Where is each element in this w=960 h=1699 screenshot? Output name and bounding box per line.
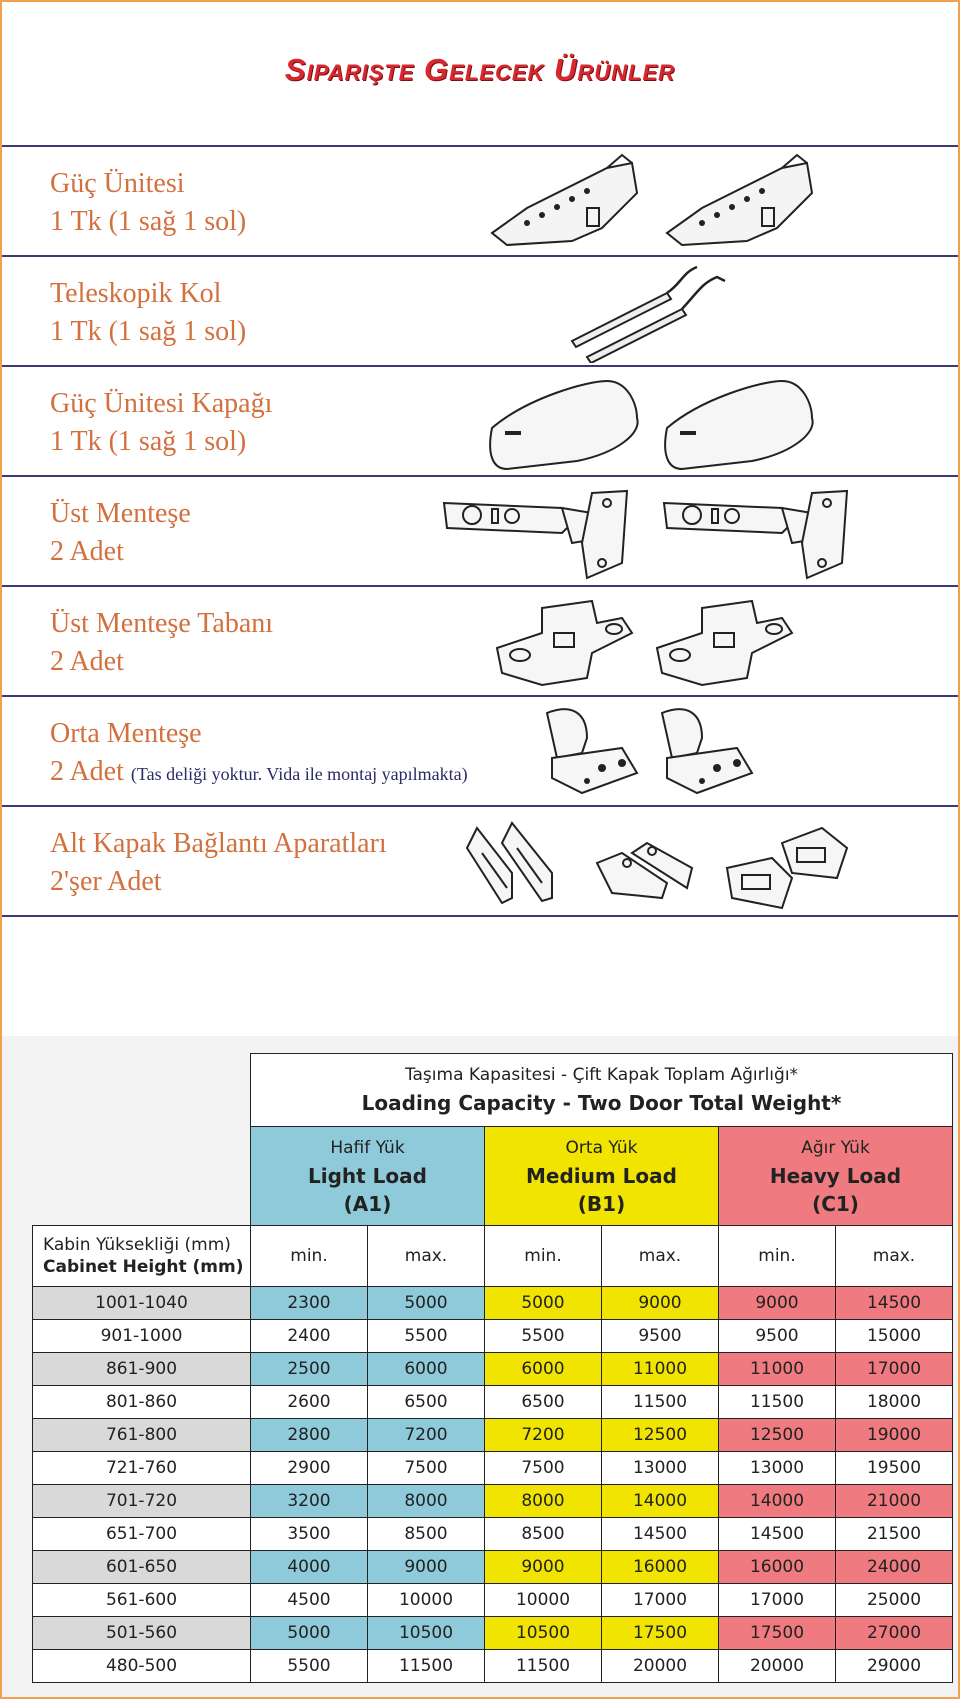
table-title-tr: Taşıma Kapasitesi - Çift Kapak Toplam Ağırlığı* xyxy=(404,1065,799,1085)
item-name: Güç Ünitesi xyxy=(50,168,185,199)
list-item xyxy=(2,695,958,805)
cabinet-height-cell: 801-860 xyxy=(33,1386,251,1419)
capacity-value-cell: 3200 xyxy=(251,1485,368,1518)
cabinet-height-cell: 1001-1040 xyxy=(33,1287,251,1320)
capacity-value-cell: 8500 xyxy=(485,1518,602,1551)
item-qty: 2'şer Adet xyxy=(50,866,162,897)
item-name: Güç Ünitesi Kapağı xyxy=(50,388,273,419)
capacity-value-cell: 16000 xyxy=(602,1551,719,1584)
list-item xyxy=(2,365,958,475)
capacity-value-cell: 12500 xyxy=(719,1419,836,1452)
item-qty: 1 Tk (1 sağ 1 sol) xyxy=(50,316,247,347)
capacity-value-cell: 8500 xyxy=(368,1518,485,1551)
capacity-value-cell: 11000 xyxy=(719,1353,836,1386)
table-corner-empty xyxy=(33,1054,251,1127)
capacity-value-cell: 25000 xyxy=(836,1584,953,1617)
item-qty: 1 Tk (1 sağ 1 sol) xyxy=(50,206,247,237)
capacity-value-cell: 14500 xyxy=(602,1518,719,1551)
category-en-label: Light Load xyxy=(308,1164,427,1188)
category-tr-label: Ağır Yük xyxy=(801,1138,870,1158)
table-row xyxy=(33,1452,953,1485)
cabinet-height-cell: 901-1000 xyxy=(33,1320,251,1353)
capacity-value-cell: 14000 xyxy=(602,1485,719,1518)
top-hinge-icon xyxy=(442,483,872,579)
capacity-value-cell: 15000 xyxy=(836,1320,953,1353)
product-list xyxy=(2,145,958,917)
loading-capacity-table xyxy=(32,1053,953,1683)
capacity-value-cell: 6500 xyxy=(485,1386,602,1419)
column-header-min: min. xyxy=(719,1226,836,1287)
capacity-value-cell: 2500 xyxy=(251,1353,368,1386)
column-header-min: min. xyxy=(251,1226,368,1287)
table-row xyxy=(33,1584,953,1617)
capacity-value-cell: 7500 xyxy=(485,1452,602,1485)
power-unit-icon xyxy=(487,153,827,249)
table-row xyxy=(33,1353,953,1386)
row-header-label xyxy=(33,1226,251,1287)
category-code: (B1) xyxy=(577,1192,626,1216)
cabinet-height-cell: 721-760 xyxy=(33,1452,251,1485)
capacity-value-cell: 2800 xyxy=(251,1419,368,1452)
middle-hinge-icon xyxy=(542,703,782,799)
capacity-value-cell: 29000 xyxy=(836,1650,953,1683)
capacity-value-cell: 8000 xyxy=(485,1485,602,1518)
page-title: Siparişte Gelecek Ürünler xyxy=(284,52,676,87)
capacity-value-cell: 18000 xyxy=(836,1386,953,1419)
cabinet-height-cell: 501-560 xyxy=(33,1617,251,1650)
capacity-value-cell: 2300 xyxy=(251,1287,368,1320)
cabinet-height-cell: 561-600 xyxy=(33,1584,251,1617)
capacity-value-cell: 10000 xyxy=(485,1584,602,1617)
table-row xyxy=(33,1320,953,1353)
list-item xyxy=(2,475,958,585)
capacity-value-cell: 14500 xyxy=(719,1518,836,1551)
capacity-value-cell: 2400 xyxy=(251,1320,368,1353)
item-text xyxy=(50,275,246,351)
capacity-value-cell: 4000 xyxy=(251,1551,368,1584)
list-item xyxy=(2,145,958,255)
capacity-value-cell: 16000 xyxy=(719,1551,836,1584)
capacity-value-cell: 9000 xyxy=(485,1551,602,1584)
table-row xyxy=(33,1518,953,1551)
capacity-value-cell: 9000 xyxy=(368,1551,485,1584)
capacity-value-cell: 10000 xyxy=(368,1584,485,1617)
capacity-value-cell: 6500 xyxy=(368,1386,485,1419)
table-title xyxy=(251,1054,953,1127)
item-name: Teleskopik Kol xyxy=(50,278,222,309)
capacity-value-cell: 8000 xyxy=(368,1485,485,1518)
power-unit-cover-icon xyxy=(487,373,817,469)
item-text xyxy=(50,825,387,901)
capacity-value-cell: 11500 xyxy=(485,1650,602,1683)
capacity-value-cell: 2900 xyxy=(251,1452,368,1485)
capacity-value-cell: 4500 xyxy=(251,1584,368,1617)
capacity-value-cell: 24000 xyxy=(836,1551,953,1584)
item-text xyxy=(50,605,273,681)
category-code: (A1) xyxy=(343,1192,392,1216)
capacity-value-cell: 9500 xyxy=(719,1320,836,1353)
table-row xyxy=(33,1485,953,1518)
capacity-value-cell: 5500 xyxy=(251,1650,368,1683)
capacity-value-cell: 6000 xyxy=(368,1353,485,1386)
item-text xyxy=(50,165,246,241)
list-item xyxy=(2,805,958,917)
cabinet-height-cell: 861-900 xyxy=(33,1353,251,1386)
item-qty: 2 Adet xyxy=(50,756,124,787)
capacity-value-cell: 17500 xyxy=(602,1617,719,1650)
column-header-max: max. xyxy=(368,1226,485,1287)
table-row xyxy=(33,1650,953,1683)
telescopic-arm-icon xyxy=(567,263,737,359)
category-heavy-load xyxy=(719,1127,953,1226)
row-header-tr: Kabin Yüksekliği (mm) xyxy=(43,1235,231,1255)
capacity-value-cell: 9500 xyxy=(602,1320,719,1353)
table-row xyxy=(33,1386,953,1419)
capacity-value-cell: 14000 xyxy=(719,1485,836,1518)
table-title-en: Loading Capacity - Two Door Total Weight* xyxy=(361,1091,842,1115)
item-qty: 2 Adet xyxy=(50,536,124,567)
item-name: Üst Menteşe xyxy=(50,498,191,529)
capacity-value-cell: 11500 xyxy=(719,1386,836,1419)
capacity-value-cell: 17500 xyxy=(719,1617,836,1650)
capacity-value-cell: 12500 xyxy=(602,1419,719,1452)
cabinet-height-cell: 761-800 xyxy=(33,1419,251,1452)
list-item xyxy=(2,255,958,365)
capacity-value-cell: 5000 xyxy=(368,1287,485,1320)
capacity-value-cell: 17000 xyxy=(836,1353,953,1386)
column-header-max: max. xyxy=(602,1226,719,1287)
capacity-value-cell: 10500 xyxy=(485,1617,602,1650)
bottom-door-bracket-icon xyxy=(462,813,872,909)
table-row xyxy=(33,1551,953,1584)
table-row xyxy=(33,1419,953,1452)
capacity-value-cell: 20000 xyxy=(719,1650,836,1683)
category-tr-label: Hafif Yük xyxy=(330,1138,405,1158)
capacity-value-cell: 14500 xyxy=(836,1287,953,1320)
table-row xyxy=(33,1617,953,1650)
column-header-min: min. xyxy=(485,1226,602,1287)
capacity-value-cell: 20000 xyxy=(602,1650,719,1683)
capacity-value-cell: 7200 xyxy=(368,1419,485,1452)
list-item xyxy=(2,585,958,695)
cabinet-height-cell: 601-650 xyxy=(33,1551,251,1584)
capacity-value-cell: 5000 xyxy=(251,1617,368,1650)
capacity-value-cell: 7200 xyxy=(485,1419,602,1452)
item-name: Orta Menteşe xyxy=(50,718,202,749)
category-light-load xyxy=(251,1127,485,1226)
category-en-label: Medium Load xyxy=(526,1164,677,1188)
capacity-value-cell: 17000 xyxy=(602,1584,719,1617)
item-text xyxy=(50,385,272,461)
table-body xyxy=(33,1287,953,1683)
capacity-value-cell: 10500 xyxy=(368,1617,485,1650)
capacity-value-cell: 21500 xyxy=(836,1518,953,1551)
table-corner-empty xyxy=(33,1127,251,1226)
item-note: (Tas deliği yoktur. Vida ile montaj yapılmakta) xyxy=(130,764,468,784)
capacity-value-cell: 13000 xyxy=(719,1452,836,1485)
item-text xyxy=(50,715,468,793)
capacity-value-cell: 13000 xyxy=(602,1452,719,1485)
capacity-value-cell: 9000 xyxy=(719,1287,836,1320)
item-text xyxy=(50,495,191,571)
category-code: (C1) xyxy=(812,1192,859,1216)
item-qty: 2 Adet xyxy=(50,646,124,677)
item-qty: 1 Tk (1 sağ 1 sol) xyxy=(50,426,247,457)
category-en-label: Heavy Load xyxy=(769,1164,902,1188)
capacity-value-cell: 27000 xyxy=(836,1617,953,1650)
capacity-value-cell: 6000 xyxy=(485,1353,602,1386)
item-name: Alt Kapak Bağlantı Aparatları xyxy=(50,828,387,859)
category-tr-label: Orta Yük xyxy=(565,1138,638,1158)
row-header-en: Cabinet Height (mm) xyxy=(43,1257,244,1277)
column-header-max: max. xyxy=(836,1226,953,1287)
category-medium-load xyxy=(485,1127,719,1226)
capacity-value-cell: 17000 xyxy=(719,1584,836,1617)
capacity-value-cell: 2600 xyxy=(251,1386,368,1419)
capacity-value-cell: 11000 xyxy=(602,1353,719,1386)
capacity-value-cell: 11500 xyxy=(602,1386,719,1419)
cabinet-height-cell: 651-700 xyxy=(33,1518,251,1551)
capacity-value-cell: 9000 xyxy=(602,1287,719,1320)
capacity-value-cell: 19000 xyxy=(836,1419,953,1452)
item-name: Üst Menteşe Tabanı xyxy=(50,608,274,639)
capacity-value-cell: 19500 xyxy=(836,1452,953,1485)
capacity-value-cell: 11500 xyxy=(368,1650,485,1683)
capacity-value-cell: 3500 xyxy=(251,1518,368,1551)
cabinet-height-cell: 701-720 xyxy=(33,1485,251,1518)
capacity-value-cell: 21000 xyxy=(836,1485,953,1518)
capacity-value-cell: 7500 xyxy=(368,1452,485,1485)
capacity-value-cell: 5500 xyxy=(485,1320,602,1353)
hinge-base-plate-icon xyxy=(492,593,812,689)
capacity-value-cell: 5500 xyxy=(368,1320,485,1353)
table-row xyxy=(33,1287,953,1320)
cabinet-height-cell: 480-500 xyxy=(33,1650,251,1683)
capacity-value-cell: 5000 xyxy=(485,1287,602,1320)
